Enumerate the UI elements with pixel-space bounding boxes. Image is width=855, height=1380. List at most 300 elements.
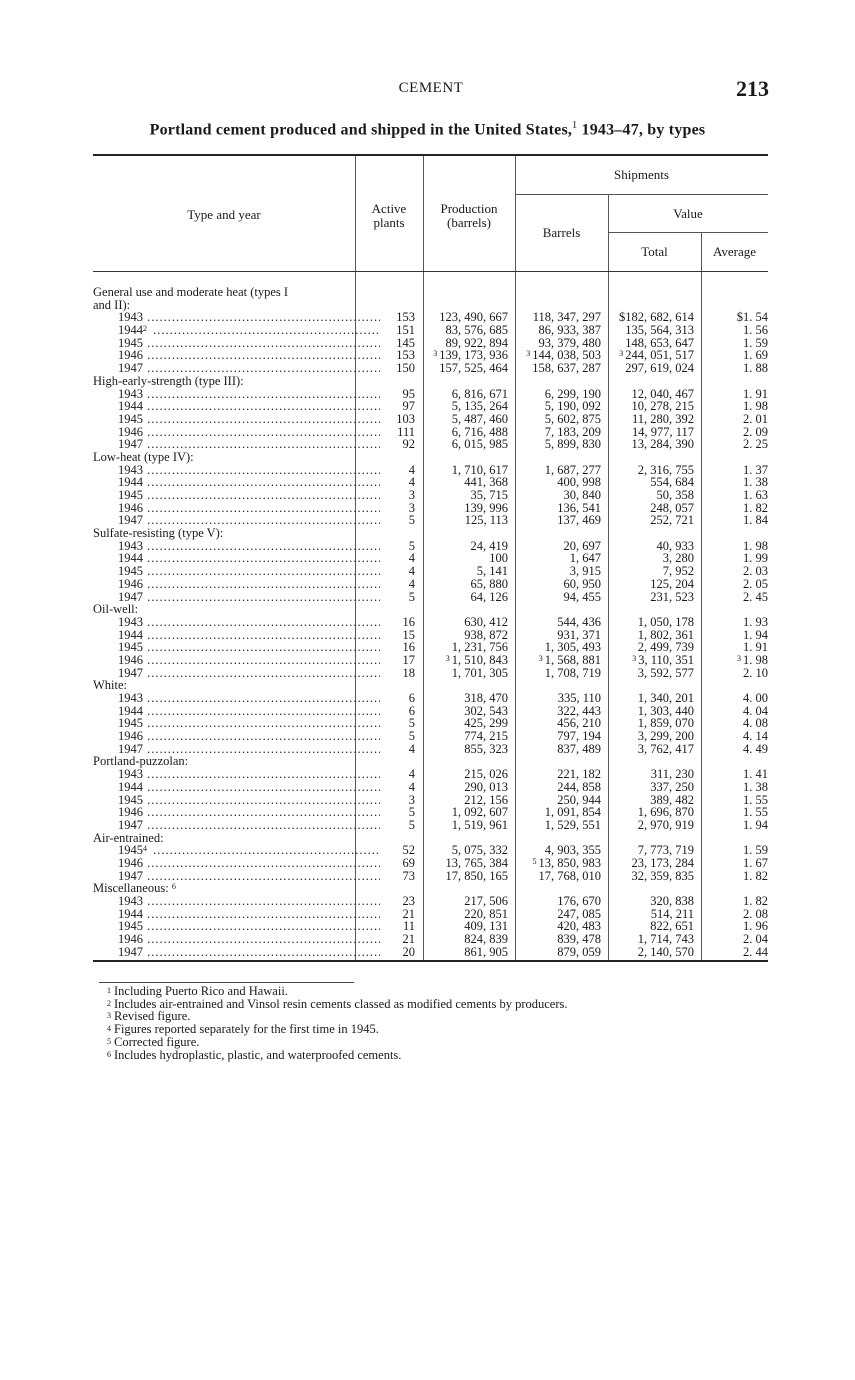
active-plants-cell bbox=[355, 806, 415, 819]
value-total-cell-value: 389, 482 bbox=[650, 792, 694, 807]
active-plants-cell bbox=[355, 819, 415, 832]
value-average-cell-value: 4. 14 bbox=[743, 729, 768, 744]
year-text: 1945 bbox=[118, 565, 143, 578]
production-cell-value: 290, 013 bbox=[464, 779, 508, 794]
shipments-barrels-cell-value: 17, 768, 010 bbox=[538, 868, 601, 883]
active-plants-cell-value: 92 bbox=[402, 437, 415, 452]
shipments-barrels-cell-value: 1, 529, 551 bbox=[544, 817, 601, 832]
value-average-cell-value: 1. 94 bbox=[743, 817, 768, 832]
shipments-barrels-cell-value: 60, 950 bbox=[563, 576, 601, 591]
value-average-cell-value: 1. 63 bbox=[743, 488, 768, 502]
shipments-barrels-cell-value: 420, 483 bbox=[557, 919, 601, 934]
value-average-cell-value: 1. 55 bbox=[743, 792, 768, 807]
production-cell-value: 855, 323 bbox=[464, 741, 508, 756]
value-average-cell-value: 2. 45 bbox=[743, 589, 768, 604]
value-total-cell bbox=[608, 743, 694, 756]
production-cell-value: 215, 026 bbox=[464, 767, 508, 782]
production-cell bbox=[423, 362, 508, 375]
value-total-cell-value: 3, 110, 351 bbox=[638, 652, 694, 667]
header-active-plants: Active plants bbox=[371, 201, 407, 230]
category-label-text: Oil-well: bbox=[93, 603, 139, 616]
year-label bbox=[93, 388, 380, 401]
shipments-barrels-cell-value: 5, 899, 830 bbox=[544, 437, 601, 452]
production-cell bbox=[423, 743, 508, 756]
active-plants-cell-value: 16 bbox=[402, 614, 415, 629]
active-plants-cell-value: 17 bbox=[402, 652, 415, 667]
footnote-number: 6 bbox=[107, 1049, 111, 1059]
active-plants-cell-value: 15 bbox=[402, 627, 415, 642]
category-label bbox=[93, 832, 355, 845]
shipments-barrels-cell-value: 94, 455 bbox=[563, 589, 601, 604]
year-text: 1943 bbox=[118, 692, 143, 705]
active-plants-cell-value: 4 bbox=[408, 475, 415, 490]
value-total-cell-value: 2, 970, 919 bbox=[637, 817, 694, 832]
production-cell-value: 17, 850, 165 bbox=[445, 868, 508, 883]
value-total-cell-value: 1, 802, 361 bbox=[637, 627, 694, 642]
year-text: 1943 bbox=[118, 768, 143, 781]
value-average-cell-value: 1. 38 bbox=[743, 475, 768, 490]
shipments-barrels-cell-value: 837, 489 bbox=[557, 741, 601, 756]
value-total-cell bbox=[608, 667, 694, 680]
footnote-mark: 3 bbox=[737, 653, 741, 663]
shipments-barrels-cell-value: 1, 647 bbox=[569, 551, 601, 566]
page-header bbox=[93, 76, 769, 102]
year-text: 1944 bbox=[118, 400, 143, 413]
production-cell bbox=[423, 438, 508, 451]
shipments-barrels-cell-value: 221, 182 bbox=[557, 767, 601, 782]
header-type-year: Type and year bbox=[187, 207, 261, 222]
production-cell bbox=[423, 591, 508, 604]
active-plants-cell-value: 5 bbox=[408, 817, 415, 832]
value-total-cell-value: 1, 859, 070 bbox=[637, 716, 694, 731]
year-text: 1944 bbox=[118, 704, 143, 718]
production-cell-value: 220, 851 bbox=[464, 906, 508, 921]
production-cell bbox=[423, 946, 508, 959]
value-average-cell-value: 1. 98 bbox=[743, 538, 768, 553]
value-average-cell-value: 1. 91 bbox=[743, 386, 768, 401]
value-total-cell-value: 32, 359, 835 bbox=[631, 868, 694, 883]
shipments-barrels-cell-value: 158, 637, 287 bbox=[532, 361, 601, 376]
shipments-barrels-cell-value: 176, 670 bbox=[557, 894, 601, 908]
production-cell-value: 89, 922, 894 bbox=[445, 335, 508, 350]
value-total-cell bbox=[608, 438, 694, 451]
active-plants-cell bbox=[355, 476, 415, 489]
active-plants-cell-value: 111 bbox=[397, 424, 415, 439]
value-average-cell-value: 1. 99 bbox=[743, 551, 768, 566]
table-row bbox=[93, 819, 768, 832]
active-plants-cell-value: 97 bbox=[402, 399, 415, 414]
value-average-cell-value: $1. 54 bbox=[736, 310, 768, 325]
footnotes bbox=[107, 982, 568, 1061]
category-row bbox=[93, 286, 768, 299]
value-total-cell bbox=[608, 362, 694, 375]
header-production: Production (barrels) bbox=[440, 201, 498, 230]
production-cell-value: 5, 141 bbox=[476, 564, 508, 579]
year-label bbox=[93, 870, 380, 883]
shipments-barrels-cell bbox=[515, 667, 601, 680]
year-label bbox=[93, 806, 380, 819]
footnote-text: Includes air-entrained and Vinsol resin cements classed as modified cements by producers. bbox=[114, 996, 568, 1011]
footnote-mark: 4 bbox=[143, 844, 147, 854]
production-cell-value: 1, 092, 607 bbox=[451, 805, 508, 820]
active-plants-cell-value: 153 bbox=[396, 348, 415, 363]
production-cell-value: 6, 816, 671 bbox=[451, 386, 508, 401]
value-average-cell-value: 1. 67 bbox=[743, 855, 768, 870]
year-text: 1947 bbox=[118, 742, 143, 756]
production-cell-value: 1, 231, 756 bbox=[451, 640, 508, 655]
production-cell-value: 5, 075, 332 bbox=[451, 843, 508, 858]
value-average-cell-value: 1. 82 bbox=[743, 500, 768, 515]
year-label bbox=[93, 502, 380, 515]
shipments-barrels-cell-value: 93, 379, 480 bbox=[538, 335, 601, 350]
production-cell-value: 861, 905 bbox=[464, 944, 508, 959]
shipments-barrels-cell-value: 118, 347, 297 bbox=[532, 310, 601, 325]
value-average-cell bbox=[701, 667, 768, 680]
active-plants-cell-value: 150 bbox=[396, 361, 415, 376]
value-average-cell-value: 2. 08 bbox=[743, 906, 768, 921]
year-text: 1947 bbox=[118, 666, 143, 680]
active-plants-cell-value: 5 bbox=[408, 729, 415, 744]
category-label bbox=[93, 286, 355, 299]
value-average-cell-value: 1. 59 bbox=[743, 843, 768, 858]
year-label bbox=[93, 616, 380, 629]
footnote-mark: 3 bbox=[619, 349, 624, 359]
active-plants-cell-value: 151 bbox=[396, 323, 415, 338]
production-cell-value: 212, 156 bbox=[464, 792, 508, 807]
shipments-barrels-cell-value: 322, 443 bbox=[557, 703, 601, 718]
footnote-text: Includes hydroplastic, plastic, and waterproofed cements. bbox=[114, 1047, 402, 1062]
production-cell-value: 441, 368 bbox=[464, 475, 508, 490]
production-cell bbox=[423, 514, 508, 527]
table-row bbox=[93, 438, 768, 451]
active-plants-cell-value: 4 bbox=[408, 767, 415, 782]
year-label bbox=[93, 324, 380, 337]
year-label bbox=[93, 743, 380, 756]
active-plants-cell-value: 95 bbox=[402, 386, 415, 401]
footnote-number: 1 bbox=[107, 986, 111, 995]
production-cell-value: 774, 215 bbox=[464, 729, 508, 744]
value-total-cell-value: 23, 173, 284 bbox=[631, 855, 694, 870]
shipments-barrels-cell-value: 1, 568, 881 bbox=[544, 652, 601, 667]
active-plants-cell-value: 4 bbox=[408, 741, 415, 756]
active-plants-cell-value: 21 bbox=[402, 906, 415, 921]
shipments-barrels-cell-value: 1, 305, 493 bbox=[544, 640, 601, 655]
shipments-barrels-cell-value: 1, 091, 854 bbox=[544, 805, 601, 820]
active-plants-cell bbox=[355, 502, 415, 515]
value-average-cell-value: 4. 49 bbox=[743, 741, 768, 756]
category-label-text: High-early-strength (type III): bbox=[93, 374, 244, 388]
value-total-cell-value: 10, 278, 215 bbox=[631, 399, 694, 414]
shipments-barrels-cell bbox=[515, 743, 601, 756]
year-text: 1947 bbox=[118, 818, 143, 832]
shipments-barrels-cell-value: 6, 299, 190 bbox=[544, 386, 601, 401]
production-cell bbox=[423, 667, 508, 680]
production-cell bbox=[423, 870, 508, 883]
active-plants-cell-value: 21 bbox=[402, 932, 415, 947]
value-average-cell bbox=[701, 438, 768, 451]
year-label bbox=[93, 464, 380, 477]
production-cell-value: 100 bbox=[489, 551, 508, 566]
active-plants-cell-value: 3 bbox=[408, 488, 415, 502]
year-text: 1944 bbox=[118, 476, 143, 490]
active-plants-cell bbox=[355, 692, 415, 705]
shipments-barrels-cell-value: 1, 708, 719 bbox=[544, 665, 601, 680]
shipments-barrels-cell-value: 4, 903, 355 bbox=[544, 843, 601, 858]
category-label-text: Sulfate-resisting (type V): bbox=[93, 527, 224, 540]
shipments-barrels-cell-value: 250, 944 bbox=[557, 792, 601, 807]
active-plants-cell bbox=[355, 743, 415, 756]
shipments-barrels-cell-value: 335, 110 bbox=[557, 691, 601, 705]
footnote-number: 5 bbox=[107, 1036, 111, 1046]
production-cell-value: 302, 543 bbox=[464, 703, 508, 718]
value-total-cell-value: 3, 280 bbox=[662, 551, 694, 566]
value-total-cell-value: 822, 651 bbox=[650, 919, 694, 934]
value-average-cell-value: 1. 91 bbox=[743, 640, 768, 655]
value-total-cell bbox=[608, 819, 694, 832]
shipments-barrels-cell bbox=[515, 946, 601, 959]
production-cell-value: 217, 506 bbox=[464, 894, 508, 908]
shipments-barrels-cell-value: 797, 194 bbox=[557, 729, 601, 744]
value-average-cell-value: 1. 98 bbox=[743, 399, 768, 414]
year-text: 1943 bbox=[118, 311, 143, 325]
year-label bbox=[93, 337, 380, 350]
active-plants-cell bbox=[355, 489, 415, 502]
value-average-cell-value: 4. 00 bbox=[743, 691, 768, 705]
year-label bbox=[93, 413, 380, 426]
active-plants-cell-value: 5 bbox=[408, 589, 415, 604]
production-cell-value: 425, 299 bbox=[464, 716, 508, 731]
active-plants-cell-value: 5 bbox=[408, 716, 415, 731]
year-label bbox=[93, 349, 380, 362]
category-label bbox=[93, 755, 355, 768]
year-text: 1943 bbox=[118, 463, 143, 477]
footnote-mark: 3 bbox=[526, 349, 531, 359]
year-text: 1946 bbox=[118, 856, 143, 870]
footnote-mark: 3 bbox=[433, 349, 438, 359]
year-label bbox=[93, 552, 380, 565]
year-label bbox=[93, 654, 380, 667]
shipments-barrels-cell-value: 456, 210 bbox=[557, 716, 601, 731]
year-label bbox=[93, 730, 380, 743]
value-average-cell-value: 1. 69 bbox=[743, 348, 768, 363]
value-average-cell-value: 1. 38 bbox=[743, 779, 768, 794]
value-average-cell bbox=[701, 743, 768, 756]
production-cell-value: 125, 113 bbox=[464, 513, 508, 528]
value-total-cell-value: 311, 230 bbox=[650, 767, 694, 782]
value-total-cell-value: 135, 564, 313 bbox=[625, 323, 694, 338]
table-row bbox=[93, 514, 768, 527]
value-total-cell bbox=[608, 946, 694, 959]
category-label-text: Low-heat (type IV): bbox=[93, 450, 194, 464]
year-text: 1947 bbox=[118, 590, 143, 604]
year-label bbox=[93, 667, 380, 680]
header-barrels: Barrels bbox=[542, 225, 581, 240]
year-text: 1945 bbox=[118, 920, 143, 934]
shipments-barrels-cell-value: 30, 840 bbox=[563, 488, 601, 502]
year-label bbox=[93, 476, 380, 489]
active-plants-cell-value: 73 bbox=[402, 868, 415, 883]
year-label bbox=[93, 946, 380, 959]
footnote-text: Including Puerto Rico and Hawaii. bbox=[114, 984, 288, 998]
year-text: 1945 bbox=[118, 844, 143, 857]
table-row bbox=[93, 743, 768, 756]
category-label bbox=[93, 451, 355, 464]
category-label bbox=[93, 375, 355, 388]
year-label bbox=[93, 908, 380, 921]
active-plants-cell-value: 145 bbox=[396, 335, 415, 350]
active-plants-cell bbox=[355, 794, 415, 807]
year-text: 1944 bbox=[118, 552, 143, 566]
production-cell-value: 24, 419 bbox=[470, 538, 508, 553]
production-cell-value: 64, 126 bbox=[470, 589, 508, 604]
production-cell-value: 1, 710, 617 bbox=[451, 462, 508, 477]
year-text: 1945 bbox=[118, 489, 143, 502]
active-plants-cell-value: 5 bbox=[408, 538, 415, 553]
value-average-cell-value: 1. 88 bbox=[743, 361, 768, 376]
production-cell-value: 6, 015, 985 bbox=[451, 437, 508, 452]
value-average-cell-value: 2. 03 bbox=[743, 564, 768, 579]
value-total-cell-value: 3, 592, 577 bbox=[637, 665, 694, 680]
year-text: 1944 bbox=[118, 628, 143, 642]
active-plants-cell-value: 6 bbox=[408, 703, 415, 718]
value-total-cell-value: 7, 952 bbox=[662, 564, 694, 579]
value-total-cell-value: 14, 977, 117 bbox=[631, 424, 694, 439]
cement-table bbox=[93, 154, 768, 962]
production-cell-value: 13, 765, 384 bbox=[445, 855, 508, 870]
year-label bbox=[93, 794, 380, 807]
footnote-text: Revised figure. bbox=[114, 1009, 191, 1024]
year-label bbox=[93, 717, 380, 730]
value-average-cell-value: 1. 82 bbox=[743, 894, 768, 908]
active-plants-cell bbox=[355, 768, 415, 781]
active-plants-cell bbox=[355, 781, 415, 794]
active-plants-cell-value: 5 bbox=[408, 513, 415, 528]
year-text: 1947 bbox=[118, 514, 143, 528]
production-cell-value: 6, 716, 488 bbox=[451, 424, 508, 439]
year-label bbox=[93, 641, 380, 654]
production-cell bbox=[423, 819, 508, 832]
footnote-number: 3 bbox=[107, 1011, 111, 1021]
active-plants-cell-value: 18 bbox=[402, 665, 415, 680]
value-average-cell-value: 1. 59 bbox=[743, 335, 768, 350]
year-label bbox=[93, 692, 380, 705]
production-cell-value: 65, 880 bbox=[470, 576, 508, 591]
shipments-barrels-cell-value: 3, 915 bbox=[569, 564, 601, 579]
production-cell-value: 35, 715 bbox=[470, 488, 508, 502]
footnote-mark: 5 bbox=[532, 856, 537, 866]
active-plants-cell-value: 11 bbox=[402, 919, 415, 934]
active-plants-cell bbox=[355, 565, 415, 578]
table-body bbox=[93, 272, 768, 960]
active-plants-cell-value: 5 bbox=[408, 805, 415, 820]
production-cell-value: 938, 872 bbox=[464, 627, 508, 642]
value-average-cell bbox=[701, 591, 768, 604]
footnote-mark: 3 bbox=[632, 653, 637, 663]
value-total-cell-value: 231, 523 bbox=[650, 589, 694, 604]
footnote-mark: 3 bbox=[538, 653, 543, 663]
production-cell-value: 1, 519, 961 bbox=[451, 817, 508, 832]
category-label-continued: and II): bbox=[93, 298, 131, 312]
value-total-cell-value: 40, 933 bbox=[656, 538, 694, 553]
table-row bbox=[93, 591, 768, 604]
value-average-cell-value: 2. 04 bbox=[743, 932, 768, 947]
year-label bbox=[93, 844, 380, 857]
shipments-barrels-cell bbox=[515, 819, 601, 832]
shipments-barrels-cell bbox=[515, 514, 601, 527]
value-average-cell-value: 1. 96 bbox=[743, 919, 768, 934]
title-footnote-mark: 1 bbox=[572, 120, 578, 131]
value-total-cell-value: 148, 653, 647 bbox=[625, 335, 694, 350]
production-cell-value: 318, 470 bbox=[464, 691, 508, 705]
value-total-cell-value: 297, 619, 024 bbox=[625, 361, 694, 376]
value-average-cell bbox=[701, 362, 768, 375]
value-average-cell-value: 1. 37 bbox=[743, 462, 768, 477]
value-total-cell-value: 554, 684 bbox=[650, 475, 694, 490]
year-label bbox=[93, 514, 380, 527]
value-average-cell-value: 1. 55 bbox=[743, 805, 768, 820]
production-cell-value: 630, 412 bbox=[464, 614, 508, 629]
active-plants-cell-value: 52 bbox=[402, 843, 415, 858]
year-text: 1945 bbox=[118, 412, 143, 426]
value-total-cell-value: 320, 838 bbox=[650, 894, 694, 908]
active-plants-cell-value: 69 bbox=[402, 855, 415, 870]
active-plants-cell bbox=[355, 667, 415, 680]
year-text: 1943 bbox=[118, 387, 143, 401]
value-total-cell bbox=[608, 591, 694, 604]
category-label bbox=[93, 527, 355, 540]
shipments-barrels-cell-value: 839, 478 bbox=[557, 932, 601, 947]
year-label bbox=[93, 565, 380, 578]
value-average-cell bbox=[701, 514, 768, 527]
value-total-cell-value: $182, 682, 614 bbox=[619, 310, 694, 325]
category-label bbox=[93, 679, 355, 692]
shipments-barrels-cell-value: 136, 541 bbox=[557, 500, 601, 515]
production-cell-value: 1, 510, 843 bbox=[451, 652, 508, 667]
page-number: 213 bbox=[736, 76, 769, 101]
shipments-barrels-cell-value: 5, 602, 875 bbox=[544, 411, 601, 426]
value-total-cell-value: 125, 204 bbox=[650, 576, 694, 591]
active-plants-cell-value: 4 bbox=[408, 551, 415, 566]
year-text: 1946 bbox=[118, 653, 143, 667]
active-plants-cell bbox=[355, 705, 415, 718]
production-cell-value: 139, 996 bbox=[464, 500, 508, 515]
shipments-barrels-cell-value: 400, 998 bbox=[557, 475, 601, 490]
value-total-cell-value: 2, 499, 739 bbox=[637, 640, 694, 655]
year-text: 1946 bbox=[118, 933, 143, 946]
year-label bbox=[93, 578, 380, 591]
production-cell-value: 139, 173, 936 bbox=[439, 348, 508, 363]
year-text: 1946 bbox=[118, 425, 143, 439]
production-cell-value: 83, 576, 685 bbox=[445, 323, 508, 338]
value-total-cell-value: 7, 773, 719 bbox=[637, 843, 694, 858]
year-text: 1946 bbox=[118, 577, 143, 591]
active-plants-cell bbox=[355, 464, 415, 477]
year-label bbox=[93, 933, 380, 946]
shipments-barrels-cell-value: 7, 183, 209 bbox=[544, 424, 601, 439]
value-average-cell-value: 2. 01 bbox=[743, 411, 768, 426]
value-total-cell-value: 3, 762, 417 bbox=[637, 741, 694, 756]
production-cell-value: 824, 839 bbox=[464, 932, 508, 947]
shipments-barrels-cell-value: 1, 687, 277 bbox=[544, 462, 601, 477]
year-label bbox=[93, 540, 380, 553]
year-label bbox=[93, 629, 380, 642]
value-average-cell bbox=[701, 819, 768, 832]
value-average-cell bbox=[701, 946, 768, 959]
footnote-mark: 2 bbox=[143, 324, 147, 334]
shipments-barrels-cell-value: 5, 190, 092 bbox=[544, 399, 601, 414]
year-label bbox=[93, 400, 380, 413]
shipments-barrels-cell bbox=[515, 591, 601, 604]
